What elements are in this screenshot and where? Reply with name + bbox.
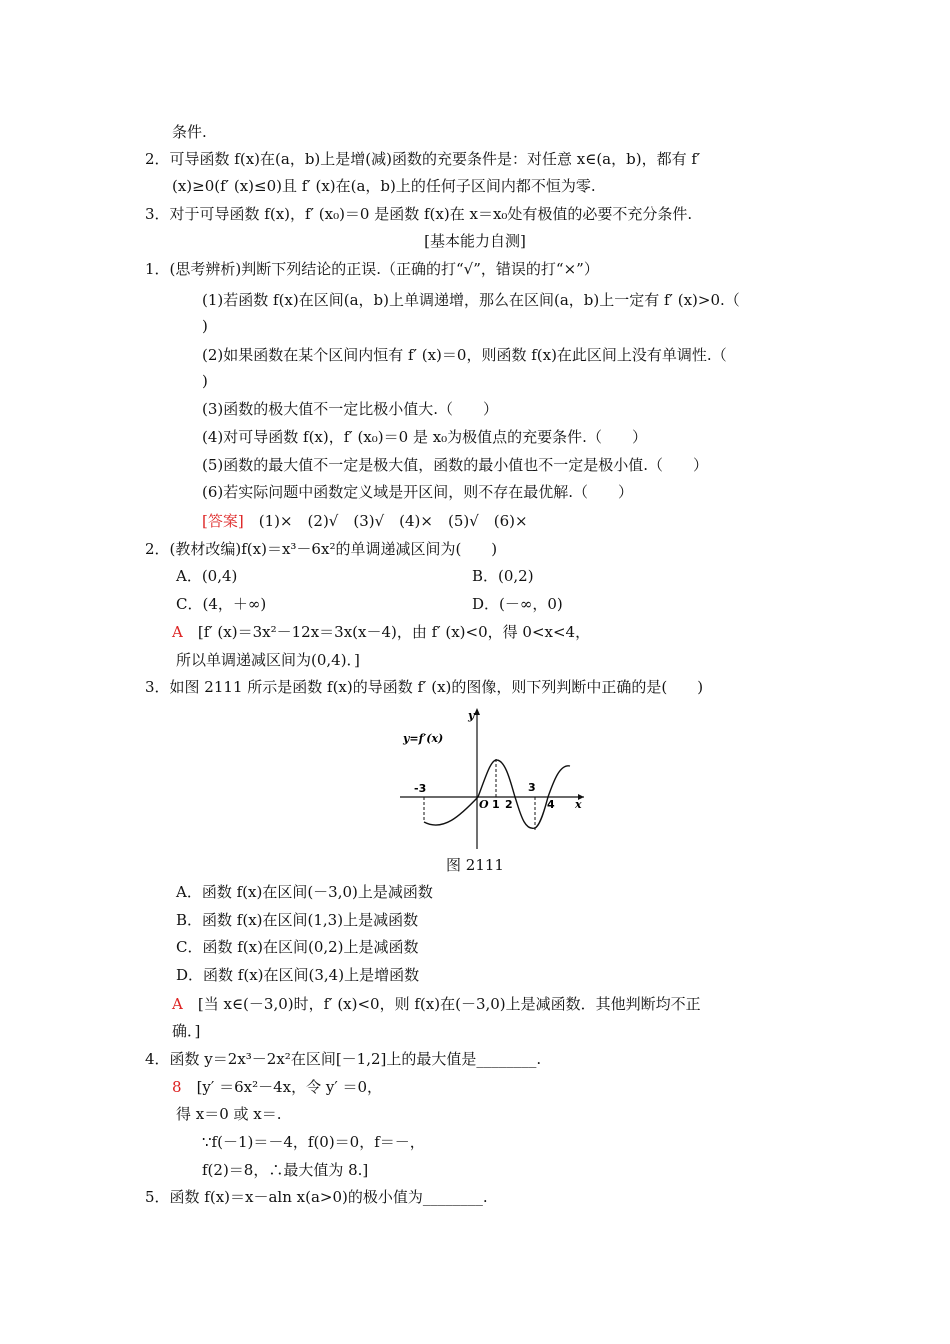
tick-1: 1 <box>492 798 500 811</box>
q1-part-1-cont: ) <box>202 317 208 335</box>
q2-solution-cont: 所以单调递减区间为(0,4)．] <box>176 651 360 669</box>
q4-solution-text: [y′ ＝6x²－4x，令 y′ ＝0， <box>196 1078 383 1096</box>
tick-3: 3 <box>528 781 536 794</box>
q2-option-c: C．(4，＋∞) <box>176 595 267 613</box>
q4-solution <box>172 1077 382 1097</box>
question-4-stem: 4．函数 y＝2x³－2x²在区间[－1,2]上的最大值是________. <box>145 1050 542 1068</box>
q2-solution <box>172 622 590 642</box>
derivative-graph <box>398 704 588 854</box>
x-axis-label: x <box>575 798 582 811</box>
tick-4: 4 <box>547 798 555 811</box>
q1-part-6: (6)若实际问题中函数定义域是开区间，则不存在最优解.（ ） <box>202 483 634 501</box>
q2-option-d: D．(－∞，0) <box>472 595 563 613</box>
q3-option-a: A．函数 f(x)在区间(－3,0)上是减函数 <box>176 883 433 901</box>
q1-part-3: (3)函数的极大值不一定比极小值大.（ ） <box>202 400 499 418</box>
tick-2: 2 <box>505 798 513 811</box>
q1-part-2-cont: ) <box>202 372 208 390</box>
y-axis-label: y <box>468 709 475 722</box>
curve-label: y=f′(x) <box>403 732 444 745</box>
q1-part-1: (1)若函数 f(x)在区间(a，b)上单调递增，那么在区间(a，b)上一定有 f′ (x)>0.（ <box>202 291 740 309</box>
y-axis-arrow <box>474 708 480 715</box>
question-5-stem: 5．函数 f(x)＝x－aln x(a>0)的极小值为________. <box>145 1188 488 1206</box>
q1-part-5: (5)函数的最大值不一定是极大值，函数的最小值也不一定是极小值.（ ） <box>202 456 709 474</box>
question-3-stem: 3．如图 2111 所示是函数 f(x)的导函数 f′ (x)的图像，则下列判断中正确的是( ) <box>145 678 704 696</box>
origin-label: O <box>479 798 489 811</box>
answer-tag: [答案] <box>202 512 244 530</box>
item-2-line-2: (x)≥0(f′ (x)≤0)且 f′ (x)在(a，b)上的任何子区间内都不恒为零. <box>172 177 596 195</box>
q2-option-b: B．(0,2) <box>472 567 534 585</box>
section-title: [基本能力自测] <box>424 232 526 250</box>
q4-answer-value: 8 <box>172 1078 182 1096</box>
q3-option-d: D．函数 f(x)在区间(3,4)上是增函数 <box>176 966 420 984</box>
q4-solution-line-2: 得 x＝0 或 x＝. <box>176 1105 282 1123</box>
q3-answer-letter: A <box>172 995 183 1013</box>
q2-answer-letter: A <box>172 623 183 641</box>
item-3: 3．对于可导函数 f(x)，f′ (x₀)＝0 是函数 f(x)在 x＝x₀处有极值的必要不充分条件. <box>145 205 693 223</box>
q2-option-a: A．(0,4) <box>176 567 238 585</box>
question-2-stem: 2．(教材改编)f(x)＝x³－6x²的单调递减区间为( ) <box>145 540 498 558</box>
tick-minus-3: -3 <box>414 782 427 795</box>
item-2-line-1: 2．可导函数 f(x)在(a，b)上是增(减)函数的充要条件是：对任意 x∈(a，b)，都有 f′ <box>145 150 701 168</box>
q1-answer-values: (1)× (2)√ (3)√ (4)× (5)√ (6)× <box>258 512 528 530</box>
q1-answer <box>202 511 528 531</box>
q3-option-c: C．函数 f(x)在区间(0,2)上是减函数 <box>176 938 419 956</box>
q2-solution-text: [f′ (x)＝3x²－12x＝3x(x－4)，由 f′ (x)<0，得 0<x<4， <box>197 623 591 641</box>
q1-part-2: (2)如果函数在某个区间内恒有 f′ (x)＝0，则函数 f(x)在此区间上没有单调性.（ <box>202 346 727 364</box>
q3-solution-text: [当 x∈(－3,0)时，f′ (x)<0，则 f(x)在(－3,0)上是减函数．其他判断均不正 <box>197 995 701 1013</box>
q1-part-4: (4)对可导函数 f(x)，f′ (x₀)＝0 是 x₀为极值点的充要条件.（ ） <box>202 428 647 446</box>
derivative-curve <box>424 760 570 828</box>
q3-solution <box>172 994 701 1014</box>
figure-caption: 图 2111 <box>446 856 504 874</box>
question-1-stem: 1．(思考辨析)判断下列结论的正误.（正确的打“√”，错误的打“×”） <box>145 260 599 278</box>
q3-solution-cont: 确．] <box>172 1022 201 1040</box>
line-conditions-tail: 条件. <box>172 123 207 141</box>
q4-solution-line-4: f(2)＝8，∴最大值为 8.] <box>202 1161 369 1179</box>
q3-option-b: B．函数 f(x)在区间(1,3)上是减函数 <box>176 911 419 929</box>
q4-solution-line-3: ∵f(－1)＝－4，f(0)＝0，f＝－， <box>202 1133 425 1151</box>
